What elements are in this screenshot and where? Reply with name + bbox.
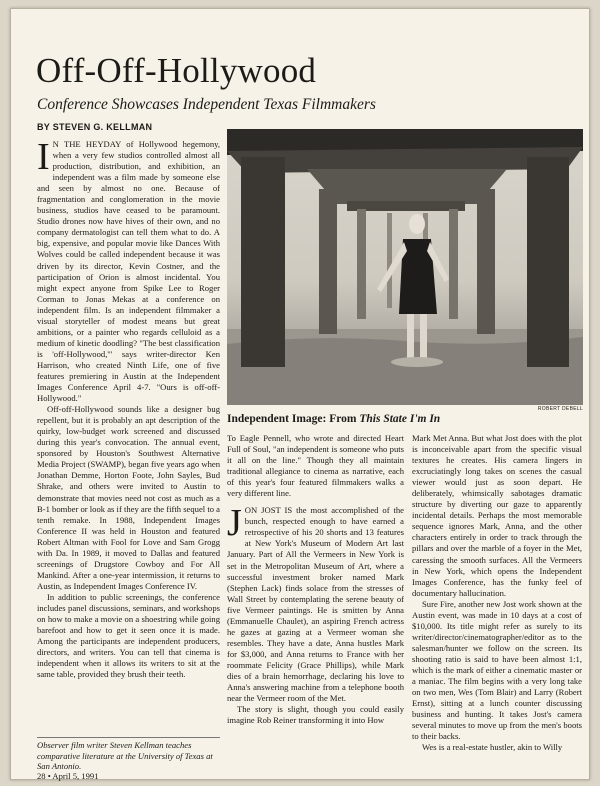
paragraph: Off-off-Hollywood sounds like a designer bug repellent, but it is probably an apt description of the quirky, low-budget work screened and discussed during this year's convocation. The annual event, sponsored by Houston's Southwest Alternative Media Project (SWAMP), began five years ago when Jonathan Demme, Horton Foote, John Sayles, Bud Shrake, and others were invited to Austin to demonstrate that movies need not cost as much as a B-1 bomber or look as if they are the fifth sequel to a tenth remake. In 1988, Independent Images Conference II was held in Houston and featured Robert Altman with Fool for Love and Sam Grogg with Da. In 1989, it moved to Dallas and featured screenings of Drugstore Cowboy and For All Mankind. After a one-year intermission, it returns to Austin, as Independent Images Conference IV. <box>37 404 220 591</box>
article-column-2 <box>227 433 404 767</box>
pier-photo <box>227 129 583 405</box>
caption-prefix: Independent Image: From <box>227 413 360 425</box>
paragraph: The story is slight, though you could easily imagine Rob Reiner transforming it into How <box>227 704 404 726</box>
article-subtitle: Conference Showcases Independent Texas Filmmakers <box>37 96 376 113</box>
lead-paragraph <box>37 139 220 404</box>
paragraph: To Eagle Pennell, who wrote and directed Heart Full of Soul, "an independent is someone who puts it all on the line." Though they all maintain traditional allegiance to cinema as narrative, each of this year's four featured filmmakers walks a very different line. <box>227 433 404 499</box>
article-column-1 <box>37 139 220 734</box>
article-title: Off-Off-Hollywood <box>36 51 317 90</box>
pier-photo-illustration <box>227 129 583 405</box>
section-lead-paragraph <box>227 502 404 704</box>
photo-caption <box>227 413 440 425</box>
author-note: Observer film writer Steven Kellman teaches comparative literature at the University of Texas at San Antonio. <box>37 737 220 772</box>
paragraph: In addition to public screenings, the conference includes panel discussions, seminars, and workshops on how to make a movie on a shoestring while going barefoot and how to get it seen once it is made. Among the participants are independent producers, directors, and writers. You can tell that cinema is independent when it allows its writers to sit at the same table, provided they brush their teeth. <box>37 591 220 680</box>
lead-text: N THE HEYDAY of Hollywood hegemony, when a very few studios controlled almost all production, distribution, and exhibition, an independent was a film made by someone else and seen by almost no one. Because of fragmentation and conglomeration in the movie business, studios have ceased to be paramount. Studio drones now have hives of their own, and no company dermatologist can tell them what to do. A big, expensive, and popular movie like Dances With Wolves could be called independent because it was driven by its director, Kevin Costner, and the participation of Orion is almost incidental. You might expect anyone from Spike Lee to Roger Corman to Jonas Mekas at a conference on independent film. Is an independent filmmaker a visual storyteller of modest means but great ambitions, or a painter who regards celluloid as a medium of kinetic doodling? "The best classification is 'off-Hollywood,'" says writer-director Ken Harrison, who created Ninth Life, one of five features premiering in Austin at the Independent Images Conference April 4-7. "Ours is off-off-Hollywood." <box>37 139 220 404</box>
drop-cap: J <box>227 502 242 545</box>
byline: BY STEVEN G. KELLMAN <box>37 122 153 132</box>
article-column-3 <box>412 433 582 767</box>
drop-cap: I <box>37 139 50 178</box>
paragraph: Sure Fire, another new Jost work shown at the Austin event, was made in 10 days at a cost of $10,000. Its title might refer as surely to its writer/director/cinematographer/editor as to the salesman/hunter we follow on the screen. Its shooting ratio is said to have been almost 1:1, which is the mark of either a cinematic master or a maniac. The film begins with a very long take on two men, Wes (Tom Blair) and Larry (Robert Ernst), sitting at a lunch counter discussing business and hunting. It takes Jost's camera several minutes to move up from the men's boots to their backs. <box>412 598 582 742</box>
section-lead-text: ON JOST IS the most accomplished of the bunch, respected enough to have earned a retrospective of his 20 shorts and 13 features at New York's Museum of Modern Art last January. Part of All the Vermeers in New York is set in the Metropolitan Museum of Art, where a successful investment broker named Mark (Stephen Lack) finds solace from the stresses of Wall Street by contemplating the serene beauty of five Vermeer paintings. He is smitten by Anna (Emmanuelle Chaulet), an aspiring French actress he gazes at gazing at a Vermeer woman she resembles. They have a date, Anna hustles Mark for $3,000, and Anna returns to France with her roommate Felicity (Grace Phillips), while Mark dies of a brain hemorrhage, declaring his love to Anna's answering machine from a telephone booth near the Vermeer room of the Met. <box>227 505 404 704</box>
magazine-page <box>10 8 590 780</box>
photo-credit: ROBERT DEBELL <box>537 406 583 412</box>
caption-film-title: This State I'm In <box>359 413 441 425</box>
paragraph: Mark Met Anna. But what Jost does with the plot is inconceivable apart from the specific visual textures he creates. His camera lingers in excruciatingly long takes on scenes the casual viewer would just as soon depart. He deliberately, whimsically sabotages dramatic structure by diverting our gaze to apparently incidental details. Perhaps the most memorable sequence ignores Mark, Anna, and the other characters entirely in order to track through the pillars and over the marble of a foyer in the Met, caressing the smooth surfaces. All the Vermeers in New York, which opens the Independent Images Conference, has the funky feel of documentary hallucination. <box>412 433 582 598</box>
page-folio: 28 • April 5, 1991 <box>37 771 99 781</box>
paragraph: Wes is a real-estate hustler, akin to Willy <box>422 742 563 753</box>
